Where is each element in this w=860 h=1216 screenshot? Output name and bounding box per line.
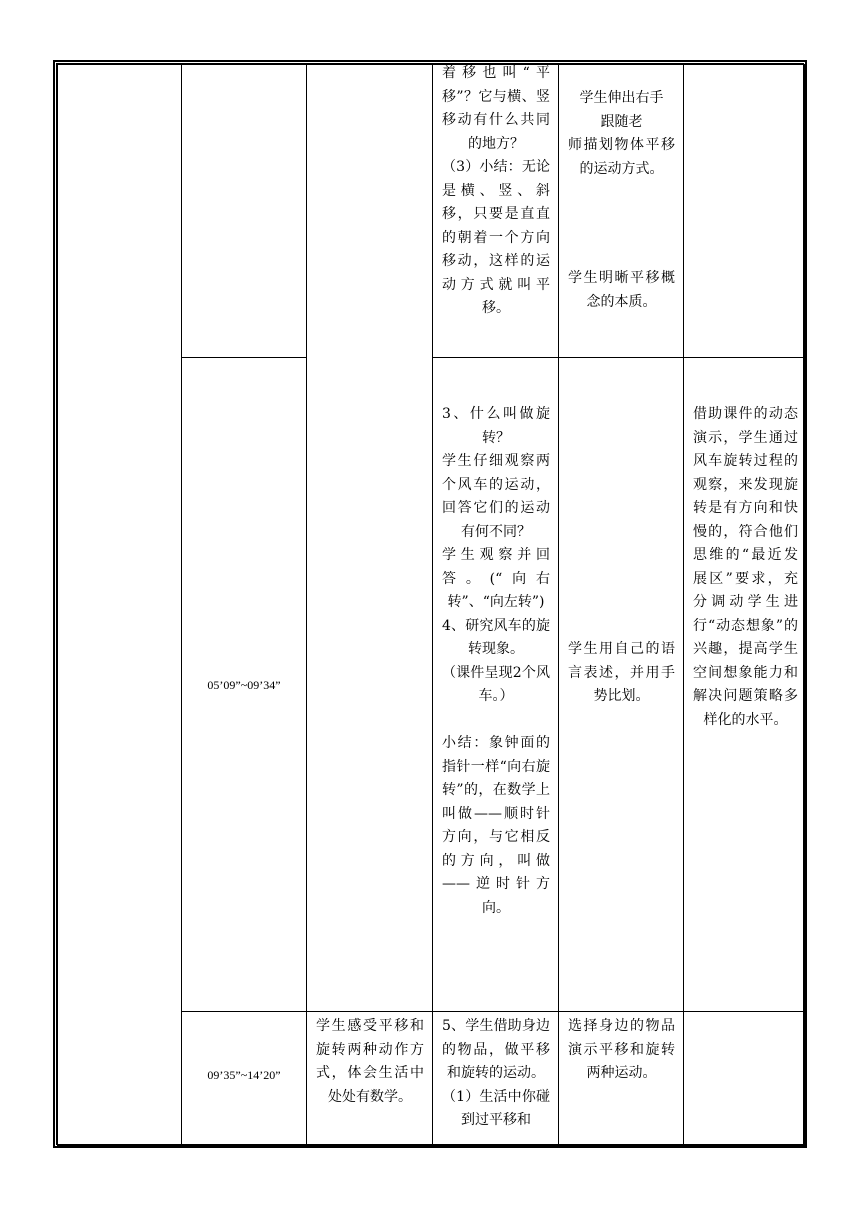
student-activity-text: 选择身边的物品演示平移和旋转两种运动。 <box>568 1018 675 1081</box>
stage-column-cell <box>57 64 182 1146</box>
activity-text: 5、学生借助身边的物品，做平移和旋转的运动。 （1）生活中你碰到过平移和 <box>442 1018 550 1128</box>
student-cell-row1 <box>558 64 684 358</box>
time-cell-row1 <box>181 64 307 358</box>
design-intent-text: 学生感受平移和旋转两种动作方式，体会生活中处处有数学。 <box>316 1018 424 1105</box>
activity-text: 3、什么叫做旋转？ 学生仔细观察两个风车的运动，回答它们的运动有何不同？ 学生观察并回答。(“向右转”、“向左转”) 4、研究风车的旋转现象。 （课件呈现2个风车。） 小结：象钟面的指针一样“向右旋转”的，在数学上叫做——顺时针方向，与它相反的方向，叫做——逆时针方向。 <box>442 406 550 916</box>
activity-cell-row3 <box>432 1011 559 1146</box>
time-range-label: 05’09”~09’34” <box>207 678 281 692</box>
time-cell-row2 <box>181 357 307 1012</box>
design-cell-row3 <box>306 1011 433 1146</box>
student-activity-text: 学生明晰平移概念的本质。 <box>568 270 675 310</box>
intent-text: 借助课件的动态演示，学生通过风车旋转过程的观察，来发现旋转是有方向和快慢的，符合他们思维的“最近发展区”要求，充分调动学生进行“动态想象”的兴趣，提高学生空间想象能力和解决问题策略多样化的水平。 <box>693 406 798 728</box>
intent-cell-row3 <box>683 1011 805 1146</box>
intent-cell-row1 <box>683 64 805 358</box>
student-activity-text: 学生用自己的语言表述，并用手势比划。 <box>568 641 675 704</box>
design-cell-merged <box>306 64 433 1012</box>
student-cell-row3 <box>558 1011 684 1146</box>
student-cell-row2 <box>558 357 684 1012</box>
lesson-plan-table <box>53 60 807 1148</box>
time-cell-row3 <box>181 1011 307 1146</box>
time-range-label: 09’35”~14’20” <box>207 1068 281 1082</box>
activity-text: 着移也叫“平移”？它与横、竖移动有什么共同的地方？ （3）小结：无论是横、竖、斜移，只要是直直的朝着一个方向移动，这样的运动方式就叫平移。 <box>442 65 550 316</box>
student-activity-text: 学生伸出右手 跟随老 师描划物体平移的运动方式。 <box>568 90 675 177</box>
activity-cell-row1 <box>432 64 559 358</box>
intent-cell-row2 <box>683 357 805 1012</box>
activity-cell-row2 <box>432 357 559 1012</box>
